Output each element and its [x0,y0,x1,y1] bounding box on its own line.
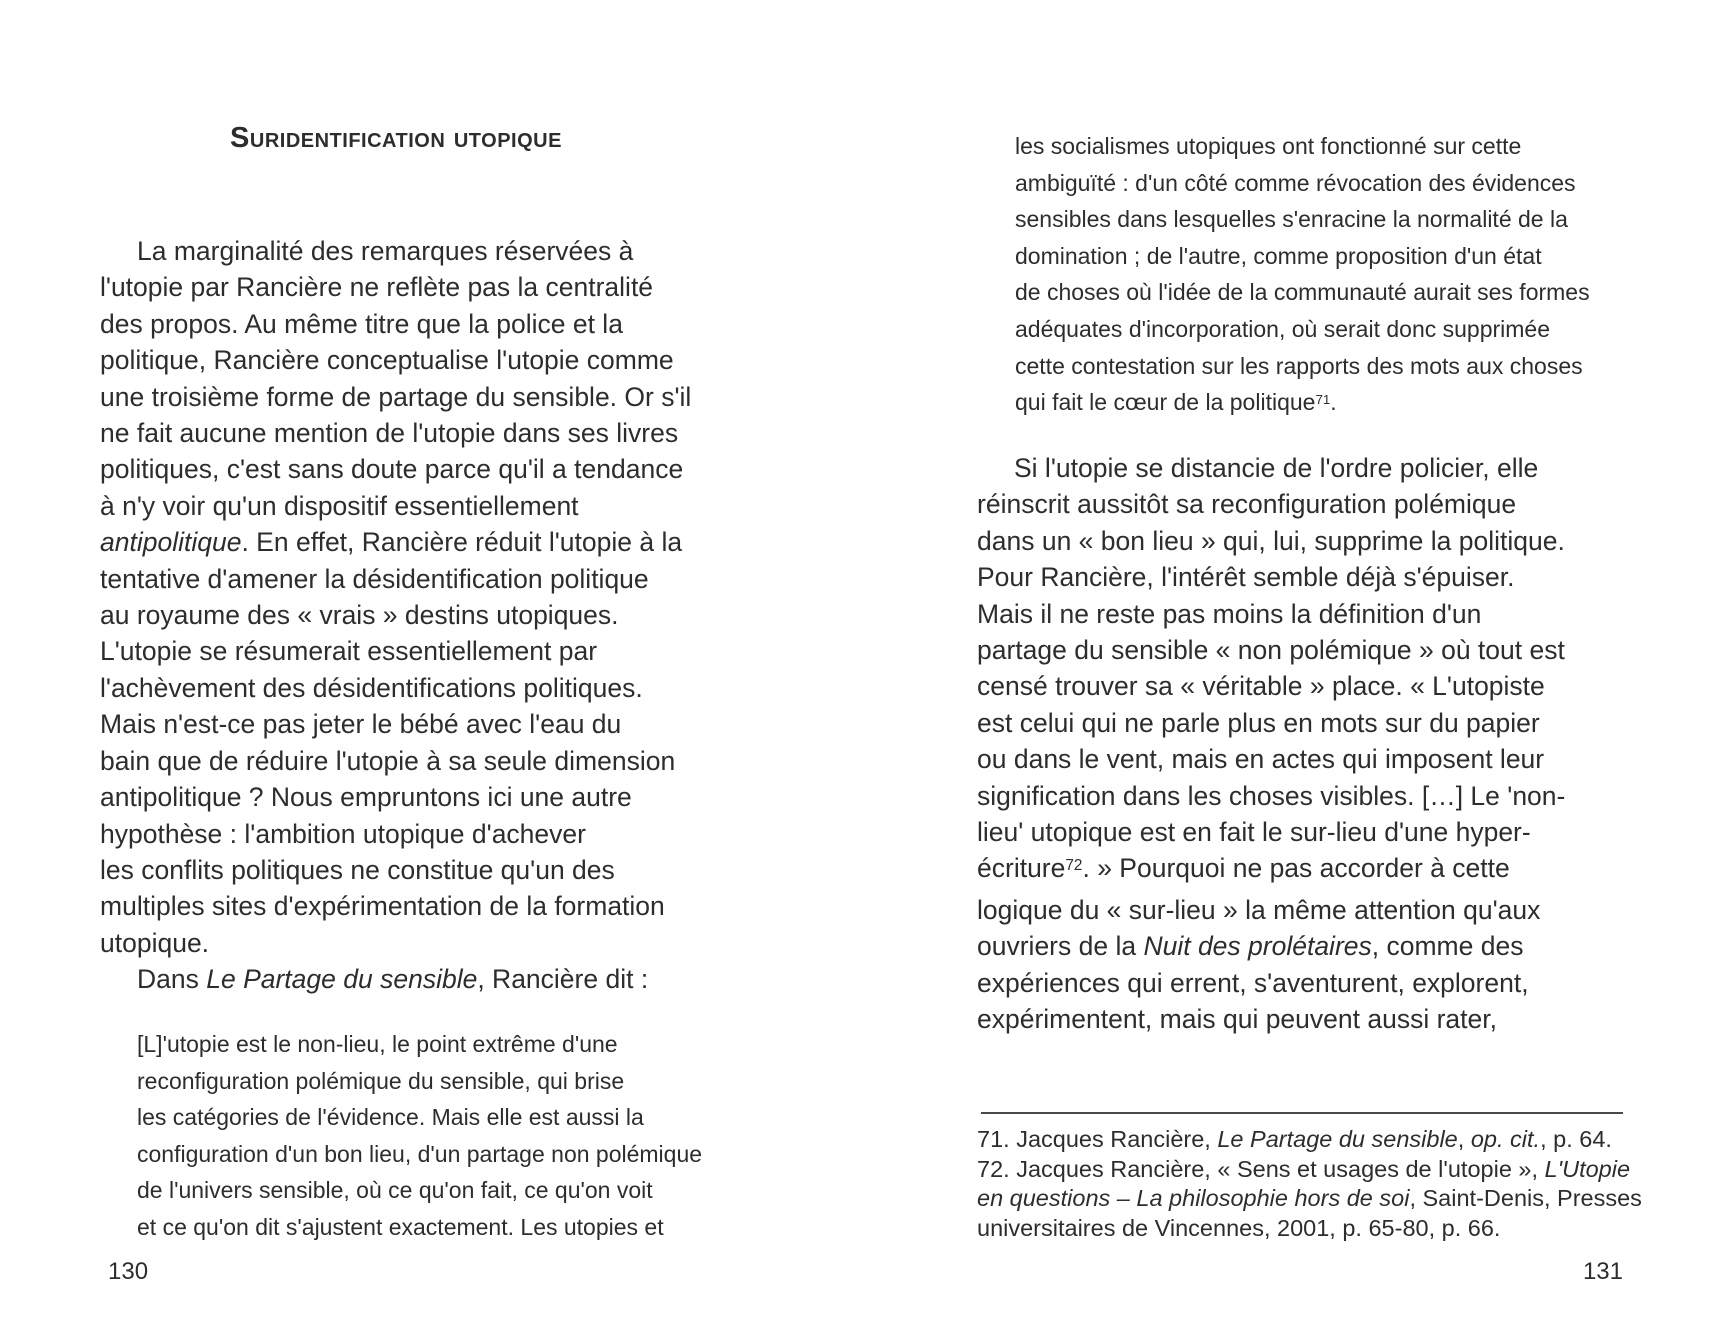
text-line: antipolitique. En effet, Rancière réduit l'utopie à la [100,527,683,558]
text-line: des propos. Au même titre que la police et la [100,308,623,339]
footnote-divider [981,1112,1623,1114]
text-line: politique, Rancière conceptualise l'utopie comme [100,345,674,376]
text-line: antipolitique ? Nous empruntons ici une autre [100,782,632,813]
text-line: domination ; de l'autre, comme proposition d'un état [1015,242,1542,269]
text-line: les socialismes utopiques ont fonctionné sur cette [1015,133,1522,159]
page-number-right: 131 [1582,1258,1623,1285]
text-line: l'achèvement des désidentifications politiques. [100,672,643,703]
text-line: expérimentent, mais qui peuvent aussi rater, [977,1004,1497,1035]
text-line: cette contestation sur les rapports des mots aux choses [1015,352,1583,379]
text-line: expériences qui errent, s'aventurent, explorent, [977,967,1529,998]
text-line: partage du sensible « non polémique » où tout est [977,635,1565,666]
text-line: et ce qu'on dit s'ajustent exactement. Les utopies et [137,1213,664,1240]
text-line: logique du « sur-lieu » la même attention qu'aux [977,894,1541,925]
text-line: Si l'utopie se distancie de l'ordre policier, elle [1014,453,1539,483]
text-line: ambiguïté : d'un côté comme révocation des évidences [1015,169,1576,196]
text-line: L'utopie se résumerait essentiellement par [100,636,598,667]
text-line: utopique. [100,927,210,958]
text-line: à n'y voir qu'un dispositif essentiellement [100,490,579,521]
text-line: ou dans le vent, mais en actes qui imposent leur [977,744,1545,775]
text-line: hypothèse : l'ambition utopique d'achever [100,818,586,849]
text-line: Mais n'est-ce pas jeter le bébé avec l'eau du [100,709,622,740]
text-line: adéquates d'incorporation, où serait donc supprimée [1015,315,1551,342]
text-line: 72. Jacques Rancière, « Sens et usages de l'utopie », L'Utopie [977,1155,1631,1182]
text-line: bain que de réduire l'utopie à sa seule dimension [100,745,676,776]
left-block-quote [137,1026,702,1246]
chapter-title: Suridentification utopique [230,122,562,154]
page-number-left: 130 [108,1258,149,1285]
text-line: sensibles dans lesquelles s'enracine la normalité de la [1015,206,1568,233]
text-line: ouvriers de la Nuit des prolétaires, comme des [977,931,1524,962]
text-line: censé trouver sa « véritable » place. « L'utopiste [977,671,1545,702]
text-line: tentative d'amener la désidentification politique [100,563,649,594]
text-line: les conflits politiques ne constitue qu'un des [100,854,615,885]
text-line: une troisième forme de partage du sensible. Or s'il [100,381,692,412]
text-line: reconfiguration polémique du sensible, qui brise [137,1067,625,1094]
text-line: est celui qui ne parle plus en mots sur du papier [977,707,1540,738]
text-line: qui fait le cœur de la politique$^{71}$. [1015,389,1337,416]
text-line: l'utopie par Rancière ne reflète pas la centralité [100,272,654,303]
right-body-paragraphs [977,450,1565,1038]
text-line: lieu' utopique est en fait le sur-lieu d'une hyper- [977,817,1531,848]
text-line: de l'univers sensible, où ce qu'on fait, ce qu'on voit [137,1177,653,1204]
footnote-reference: 72 [1065,856,1083,874]
text-line: de choses où l'idée de la communauté aurait ses formes [1015,279,1590,306]
right-block-quote-continuation [1015,128,1590,425]
text-line: Pour Rancière, l'intérêt semble déjà s'épuiser. [977,562,1515,593]
text-line: La marginalité des remarques réservées à [137,236,634,266]
text-line: au royaume des « vrais » destins utopiques. [100,600,619,631]
text-line: les catégories de l'évidence. Mais elle est aussi la [137,1104,644,1131]
text-line: universitaires de Vincennes, 2001, p. 65-80, p. 66. [977,1214,1501,1241]
text-line: [L]'utopie est le non-lieu, le point extrême d'une [137,1031,618,1057]
text-line: dans un « bon lieu » qui, lui, supprime la politique. [977,525,1565,556]
left-body-paragraphs [100,233,691,998]
text-line: réinscrit aussitôt sa reconfiguration polémique [977,489,1517,520]
text-line: écriture$^{72}$. » Pourquoi ne pas accorder à cette [977,853,1510,884]
text-line: configuration d'un bon lieu, d'un partage non polémique [137,1140,703,1167]
footnote-reference: 71 [1315,391,1331,407]
text-line: Dans Le Partage du sensible, Rancière dit : [137,964,649,995]
footnotes [977,1125,1642,1243]
text-line: signification dans les choses visibles. […] Le 'non- [977,780,1566,811]
text-line: multiples sites d'expérimentation de la formation [100,891,665,922]
text-line: politiques, c'est sans doute parce qu'il a tendance [100,454,684,485]
text-line: en questions – La philosophie hors de soi, Saint-Denis, Presses [977,1185,1642,1212]
text-line: Mais il ne reste pas moins la définition d'un [977,598,1482,629]
text-line: ne fait aucune mention de l'utopie dans ses livres [100,418,679,449]
text-line: 71. Jacques Rancière, Le Partage du sensible, op. cit., p. 64. [977,1126,1612,1152]
